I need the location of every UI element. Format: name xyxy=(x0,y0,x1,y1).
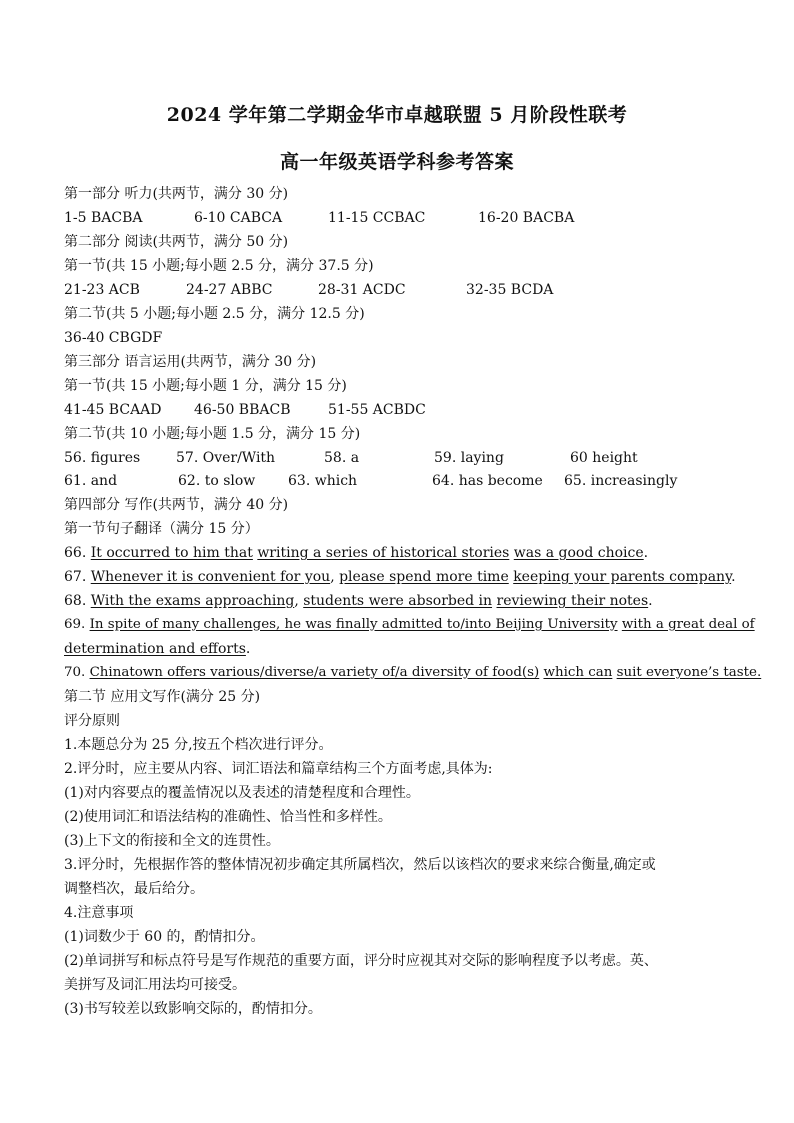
part1-heading: 第一部分 听力(共两节，满分 30 分) xyxy=(64,186,289,202)
answer-segment: In spite of many challenges, he was finally admitted to/into Beijing University xyxy=(89,617,618,632)
punctuation: , xyxy=(330,569,340,585)
answer-segment: Whenever it is convenient for you xyxy=(90,569,331,585)
scoring-rules-title: 评分原则 xyxy=(64,713,120,729)
answer-segment: was a good choice xyxy=(513,545,644,561)
answer-group: 32-35 BCDA xyxy=(466,282,554,298)
translation-70 xyxy=(64,664,761,682)
scoring-rule: (1)对内容要点的覆盖情况以及表述的清楚程度和合理性。 xyxy=(64,785,420,801)
question-number: 69. xyxy=(64,617,90,632)
answer-group: 24-27 ABBC xyxy=(186,282,273,298)
answer-group: 21-23 ACB xyxy=(64,282,140,298)
part2-section2-answers: 36-40 CBGDF xyxy=(64,330,163,346)
answer-group: 28-31 ACDC xyxy=(318,282,406,298)
punctuation: . xyxy=(643,545,649,561)
answer-segment: keeping your parents company xyxy=(513,569,732,585)
question-number: 67. xyxy=(64,569,91,585)
part2-heading: 第二部分 阅读(共两节，满分 50 分) xyxy=(64,234,289,250)
answer-segment: reviewing their notes xyxy=(496,593,649,609)
question-number: 66. xyxy=(64,545,91,561)
answer-segment: With the exams approaching xyxy=(90,593,295,609)
answer-item: 57. Over/With xyxy=(176,450,276,466)
answer-group: 11-15 CCBAC xyxy=(328,210,426,226)
answer-segment: please spend more time xyxy=(339,569,509,585)
translation-66 xyxy=(64,544,648,562)
note-item: (2)单词拼写和标点符号是写作规范的重要方面，评分时应视其对交际的影响程度予以考虑。英、 xyxy=(64,953,658,969)
punctuation: . xyxy=(731,569,736,585)
answer-group: 1-5 BACBA xyxy=(64,210,143,226)
part4-section1: 第一节句子翻译（满分 15 分） xyxy=(64,521,259,537)
part3-heading: 第三部分 语言运用(共两节，满分 30 分) xyxy=(64,354,317,370)
scoring-rule: (3)上下文的衔接和全文的连贯性。 xyxy=(64,833,280,849)
answer-group: 51-55 ACBDC xyxy=(328,402,426,418)
translation-67 xyxy=(64,568,736,586)
answer-segment: determination and efforts xyxy=(64,641,246,657)
answer-group: 16-20 BACBA xyxy=(478,210,575,226)
answer-item: 60 height xyxy=(570,450,638,466)
answer-item: 59. laying xyxy=(434,450,504,466)
answer-item: 61. and xyxy=(64,473,118,489)
scoring-rule: 调整档次，最后给分。 xyxy=(64,881,204,897)
answer-segment: with a great deal of xyxy=(621,617,755,632)
note-item: 美拼写及词汇用法均可接受。 xyxy=(64,977,246,993)
question-number: 70. xyxy=(64,665,90,680)
part3-section1: 第一节(共 15 小题;每小题 1 分，满分 15 分) xyxy=(64,378,347,394)
punctuation: . xyxy=(245,641,251,657)
scoring-rule: 2.评分时，应主要从内容、词汇语法和篇章结构三个方面考虑,具体为: xyxy=(64,761,493,777)
answer-segment: Chinatown offers various/diverse/a variety of/a diversity of food(s) xyxy=(89,665,540,680)
note-item: (3)书写较差以致影响交际的，酌情扣分。 xyxy=(64,1001,322,1017)
answer-item: 65. increasingly xyxy=(564,473,678,489)
answer-item: 62. to slow xyxy=(178,473,256,489)
notes-title: 4.注意事项 xyxy=(64,905,134,921)
part2-section1: 第一节(共 15 小题;每小题 2.5 分，满分 37.5 分) xyxy=(64,258,374,274)
part3-section2: 第二节(共 10 小题;每小题 1.5 分，满分 15 分) xyxy=(64,426,361,442)
translation-69 xyxy=(64,616,755,634)
punctuation: . xyxy=(648,593,653,609)
document-subtitle: 高一年级英语学科参考答案 xyxy=(279,151,514,173)
part4-section2: 第二节 应用文写作(满分 25 分) xyxy=(64,689,261,705)
scoring-rule: 3.评分时，先根据作答的整体情况初步确定其所属档次，然后以该档次的要求来综合衡量,确定或 xyxy=(64,857,656,873)
answer-segment: suit everyone’s taste. xyxy=(616,665,762,680)
answer-segment: writing a series of historical stories xyxy=(257,545,510,561)
part2-section2: 第二节(共 5 小题;每小题 2.5 分，满分 12.5 分) xyxy=(64,306,365,322)
answer-item: 58. a xyxy=(324,450,360,466)
answer-segment: It occurred to him that xyxy=(90,545,253,561)
answer-segment: which can xyxy=(543,665,613,680)
answer-item: 64. has become xyxy=(432,473,543,489)
question-number: 68. xyxy=(64,593,91,609)
answer-item: 63. which xyxy=(288,473,358,489)
answer-group: 6-10 CABCA xyxy=(194,210,283,226)
translation-69-continued xyxy=(64,640,250,658)
scoring-rule: 1.本题总分为 25 分,按五个档次进行评分。 xyxy=(64,737,333,753)
answer-group: 46-50 BBACB xyxy=(194,402,291,418)
punctuation: , xyxy=(294,593,304,609)
translation-68 xyxy=(64,592,653,610)
scoring-rule: (2)使用词汇和语法结构的准确性、恰当性和多样性。 xyxy=(64,809,392,825)
answer-item: 56. figures xyxy=(64,450,141,466)
answer-group: 41-45 BCAAD xyxy=(64,402,162,418)
document-title: 2024 学年第二学期金华市卓越联盟 5 月阶段性联考 xyxy=(166,104,628,126)
note-item: (1)词数少于 60 的，酌情扣分。 xyxy=(64,929,265,945)
part4-heading: 第四部分 写作(共两节，满分 40 分) xyxy=(64,497,289,513)
answer-segment: students were absorbed in xyxy=(303,593,493,609)
